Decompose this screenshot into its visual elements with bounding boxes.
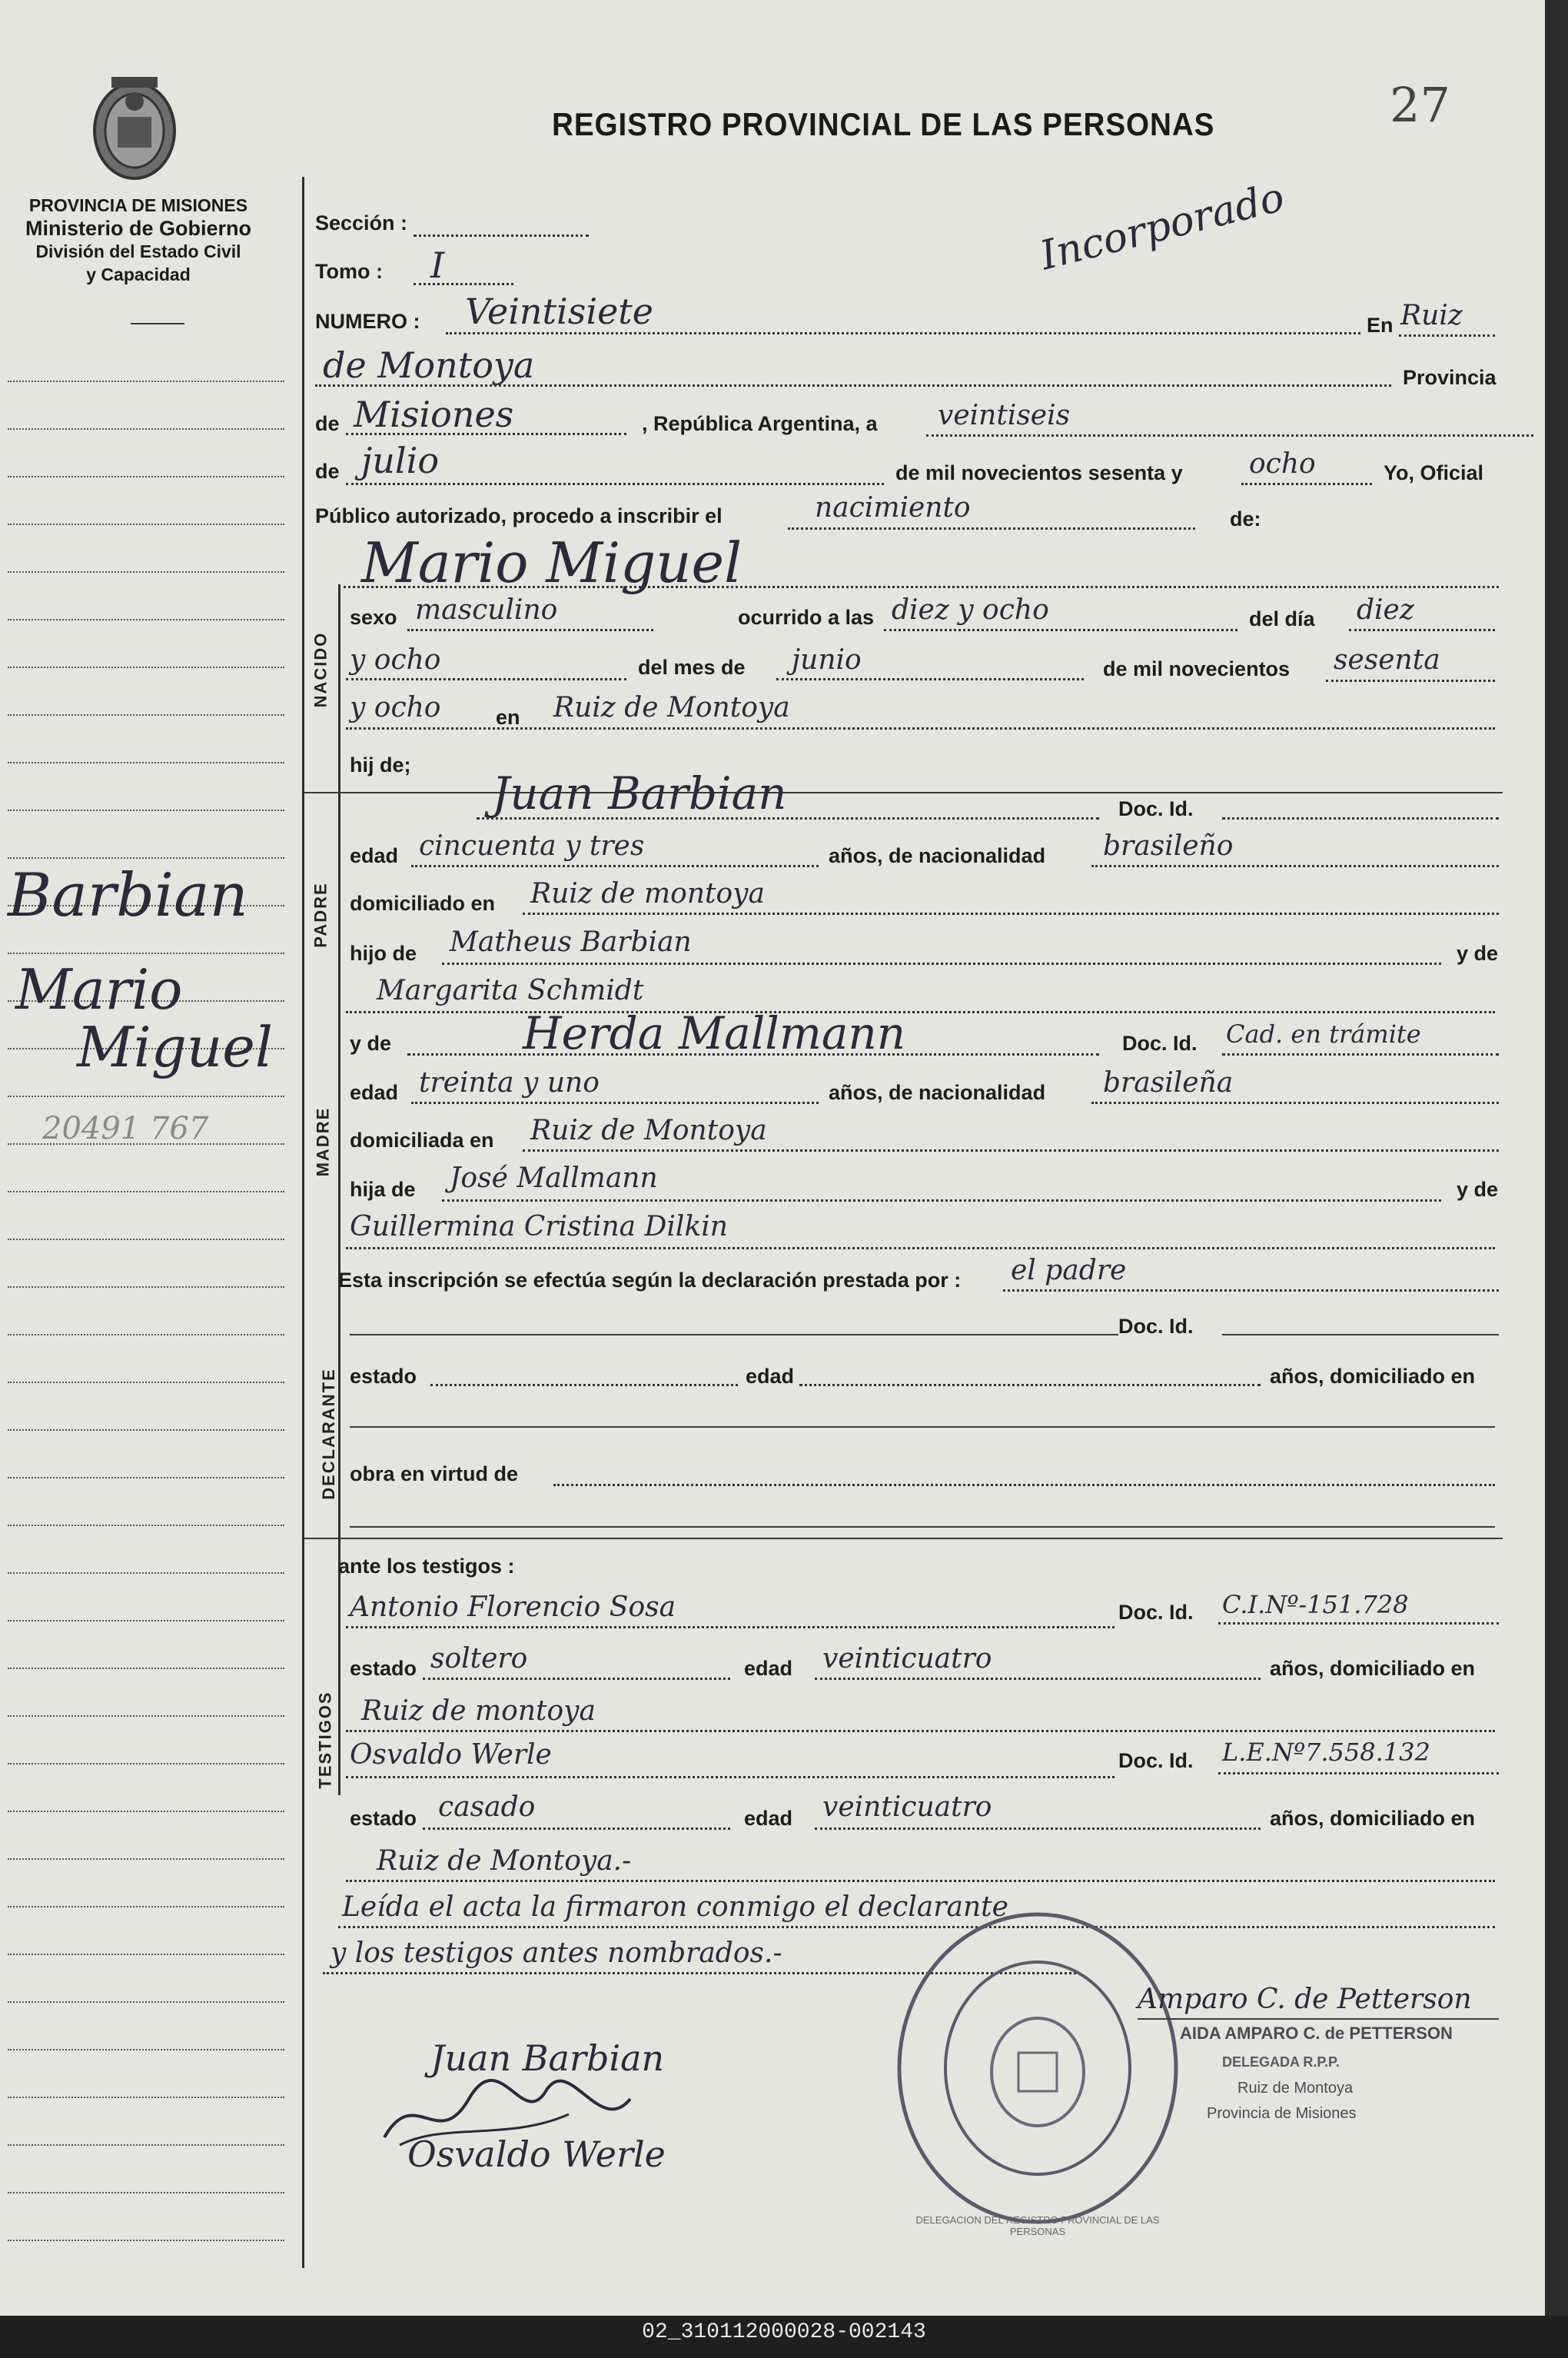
label-estado-t2: estado bbox=[350, 1807, 417, 1830]
abuela-p-line bbox=[346, 1011, 1495, 1013]
edad-t1-line bbox=[815, 1678, 1261, 1680]
margin-rule bbox=[8, 381, 284, 382]
margin-given-2: Miguel bbox=[77, 1015, 273, 1079]
label-del-mes: del mes de bbox=[638, 656, 746, 679]
margin-surname: Barbian bbox=[8, 861, 248, 930]
value-testigo2-edad: veinticuatro bbox=[822, 1791, 992, 1823]
hora-line bbox=[884, 629, 1237, 631]
ano-line bbox=[1241, 483, 1372, 485]
value-en-1: Ruiz bbox=[1400, 300, 1463, 331]
margin-rule bbox=[8, 476, 284, 477]
label-hijo-de: hij de; bbox=[350, 753, 411, 777]
value-madre: Herda Mallmann bbox=[523, 1007, 906, 1059]
label-edad-decl: edad bbox=[746, 1365, 795, 1388]
margin-rule bbox=[8, 953, 284, 954]
declarante-line bbox=[1003, 1289, 1499, 1292]
value-testigo1-dom: Ruiz de montoya bbox=[361, 1695, 596, 1727]
value-declarante: el padre bbox=[1011, 1255, 1127, 1286]
label-obra: obra en virtud de bbox=[350, 1462, 519, 1485]
label-hija-de: hija de bbox=[350, 1178, 416, 1201]
margin-rule bbox=[8, 762, 284, 763]
value-tomo: I bbox=[430, 244, 445, 286]
value-testigo1-estado: soltero bbox=[430, 1643, 528, 1675]
mes-nac-line bbox=[776, 678, 1084, 680]
nac-padre-line bbox=[1091, 865, 1499, 867]
margin-rule bbox=[8, 1525, 284, 1526]
value-testigo1-doc: C.I.Nº-151.728 bbox=[1222, 1590, 1409, 1619]
label-anos-t2: años, domiciliado en bbox=[1270, 1807, 1476, 1830]
value-testigo2-doc: L.E.Nº7.558.132 bbox=[1222, 1738, 1430, 1767]
section-testigos: TESTIGOS bbox=[315, 1691, 335, 1789]
label-anos-decl: años, domiciliado en bbox=[1270, 1365, 1476, 1388]
value-acto: nacimiento bbox=[815, 492, 971, 524]
value-testigo1-edad: veinticuatro bbox=[822, 1643, 992, 1675]
header-left-block bbox=[0, 194, 292, 286]
seccion-line bbox=[414, 234, 589, 237]
label-en-lugar: en bbox=[496, 706, 520, 729]
nacido-section-rule bbox=[304, 792, 1503, 793]
margin-rule bbox=[8, 1715, 284, 1717]
coat-of-arms-icon bbox=[81, 71, 188, 186]
label-yo-oficial: Yo, Oficial bbox=[1384, 461, 1484, 484]
margin-rule bbox=[8, 1620, 284, 1621]
label-nac-padre: años, de nacionalidad bbox=[829, 844, 1046, 867]
fecha-line bbox=[926, 434, 1533, 437]
testigo2-line bbox=[346, 1776, 1115, 1778]
value-padre-dom: Ruiz de montoya bbox=[530, 878, 765, 910]
edad-decl-line bbox=[799, 1384, 1261, 1386]
label-en: En bbox=[1367, 314, 1394, 337]
abuelo-m-line bbox=[442, 1199, 1441, 1202]
label-provincia: Provincia bbox=[1403, 366, 1497, 389]
value-testigo2: Osvaldo Werle bbox=[350, 1739, 552, 1771]
margin-rule bbox=[8, 1429, 284, 1431]
page-title: REGISTRO PROVINCIAL DE LAS PERSONAS bbox=[552, 106, 1215, 142]
official-signature: Amparo C. de Petterson bbox=[1138, 1984, 1472, 2015]
value-padre-edad: cincuenta y tres bbox=[419, 830, 645, 862]
doc-padre-line bbox=[1222, 817, 1499, 820]
margin-rule bbox=[8, 571, 284, 573]
value-madre-doc: Cad. en trámite bbox=[1226, 1019, 1421, 1049]
label-y-de-madre: y de bbox=[350, 1032, 392, 1055]
value-numero: Veintisiete bbox=[465, 291, 654, 332]
label-estado-t1: estado bbox=[350, 1657, 417, 1680]
signature-3: Osvaldo Werle bbox=[407, 2134, 666, 2175]
estado-decl-line bbox=[430, 1384, 738, 1386]
madre-line bbox=[407, 1053, 1099, 1056]
label-declaracion: Esta inscripción se efectúa según la declaración prestada por : bbox=[338, 1269, 962, 1292]
margin-rule bbox=[8, 428, 284, 430]
margin-rule bbox=[8, 1191, 284, 1192]
ano-nac-line bbox=[1326, 680, 1495, 682]
value-mes-nac: junio bbox=[792, 644, 862, 676]
nac-madre-line bbox=[1091, 1102, 1499, 1104]
page-number: 27 bbox=[1390, 77, 1450, 133]
label-de-prov: de bbox=[315, 412, 340, 435]
declarante-doc-line bbox=[1222, 1334, 1499, 1335]
label-doc-padre: Doc. Id. bbox=[1118, 797, 1194, 820]
official-sig-line bbox=[1138, 2018, 1499, 2020]
abuelo-p-line bbox=[442, 963, 1441, 965]
label-y-de-p: y de bbox=[1457, 942, 1499, 965]
label-del-dia: del día bbox=[1249, 607, 1315, 630]
section-declarante: DECLARANTE bbox=[318, 1368, 338, 1500]
value-fecha-mes: julio bbox=[361, 440, 440, 481]
margin-rule bbox=[8, 1954, 284, 1955]
value-provincia: Misiones bbox=[354, 394, 514, 435]
frame-left-rule bbox=[302, 177, 304, 2268]
label-tomo: Tomo : bbox=[315, 260, 383, 283]
header-ministry: Ministerio de Gobierno bbox=[25, 217, 252, 240]
stamp-place: Ruiz de Montoya bbox=[1237, 2080, 1354, 2097]
dia2-line bbox=[346, 678, 626, 680]
nombre-line bbox=[338, 586, 1499, 588]
acto-line bbox=[788, 527, 1195, 530]
declarante-line-1 bbox=[350, 1334, 1118, 1335]
value-padre: Juan Barbian bbox=[492, 767, 787, 820]
en2-line bbox=[315, 384, 1391, 387]
label-de-mil-sesenta: de mil novecientos sesenta y bbox=[895, 461, 1183, 484]
label-de-mes: de bbox=[315, 460, 340, 483]
edad-t2-line bbox=[815, 1828, 1261, 1830]
padre-line bbox=[477, 817, 1099, 820]
margin-rule bbox=[8, 2001, 284, 2003]
dia-line bbox=[1349, 629, 1495, 631]
margin-rule bbox=[8, 1572, 284, 1574]
value-lugar-nac: Ruiz de Montoya bbox=[553, 692, 790, 723]
seal-text: DELEGACION DEL REGISTRO PROVINCIAL DE LAS PERSONAS bbox=[915, 2214, 1160, 2237]
dom-t1-line bbox=[346, 1730, 1495, 1732]
label-edad-madre: edad bbox=[350, 1081, 399, 1104]
margin-rule bbox=[8, 619, 284, 620]
margin-rule bbox=[8, 1858, 284, 1860]
mes-line bbox=[346, 483, 884, 485]
label-anos-t1: años, domiciliado en bbox=[1270, 1657, 1476, 1680]
label-ante-testigos: ante los testigos : bbox=[338, 1555, 515, 1578]
header-division: División del Estado Civil bbox=[35, 241, 241, 261]
label-de-colon: de: bbox=[1230, 507, 1261, 530]
testigo1-line bbox=[346, 1626, 1115, 1628]
value-madre-edad: treinta y uno bbox=[419, 1067, 600, 1099]
dom-t2-line bbox=[346, 1880, 1495, 1882]
margin-rule bbox=[8, 1239, 284, 1240]
margin-rule bbox=[8, 2192, 284, 2193]
estado-t2-line bbox=[423, 1828, 730, 1830]
margin-rule bbox=[8, 1477, 284, 1478]
frame-inner-rule bbox=[338, 584, 341, 1795]
label-y-de-m: y de bbox=[1457, 1178, 1499, 1201]
label-estado-decl: estado bbox=[350, 1365, 417, 1388]
value-cierre-1: Leída el acta la firmaron conmigo el declarante bbox=[342, 1891, 1008, 1923]
margin-rule bbox=[8, 1763, 284, 1764]
margin-rule bbox=[8, 2240, 284, 2241]
label-doc-t1: Doc. Id. bbox=[1118, 1601, 1194, 1624]
label-nac-madre: años, de nacionalidad bbox=[829, 1081, 1046, 1104]
label-hijo-de-2: hijo de bbox=[350, 942, 417, 965]
section-madre: MADRE bbox=[313, 1106, 333, 1177]
label-ocurrido: ocurrido a las bbox=[738, 606, 875, 629]
value-testigo2-dom: Ruiz de Montoya.- bbox=[377, 1845, 632, 1877]
stamp-role: DELEGADA R.P.P. bbox=[1222, 2054, 1340, 2070]
value-madre-nac: brasileña bbox=[1103, 1067, 1234, 1099]
image-id-caption: 02_310112000028-002143 bbox=[642, 2320, 926, 2344]
margin-rule bbox=[8, 857, 284, 859]
stamp-province: Provincia de Misiones bbox=[1207, 2105, 1357, 2122]
declarante-section-rule bbox=[304, 1538, 1503, 1539]
header-province: PROVINCIA DE MISIONES bbox=[28, 195, 248, 215]
label-republica: , República Argentina, a bbox=[642, 412, 878, 435]
label-de-mil: de mil novecientos bbox=[1103, 657, 1291, 680]
label-dom-padre: domiciliado en bbox=[350, 892, 496, 915]
label-edad-t1: edad bbox=[744, 1657, 793, 1680]
label-seccion: Sección : bbox=[315, 211, 408, 234]
value-abuela-m: Guillermina Cristina Dilkin bbox=[350, 1211, 728, 1242]
numero-line bbox=[446, 332, 1360, 334]
section-padre: PADRE bbox=[311, 882, 331, 948]
label-sexo: sexo bbox=[350, 606, 397, 629]
margin-rule bbox=[8, 2097, 284, 2098]
value-testigo1: Antonio Florencio Sosa bbox=[350, 1591, 676, 1623]
margin-rule bbox=[8, 524, 284, 525]
sexo-line bbox=[407, 629, 653, 631]
official-seal bbox=[892, 1907, 1184, 2230]
label-numero: NUMERO : bbox=[315, 310, 420, 333]
value-abuela-p: Margarita Schmidt bbox=[377, 975, 644, 1006]
value-nombre: Mario Miguel bbox=[361, 530, 742, 595]
value-abuelo-p: Matheus Barbian bbox=[450, 926, 692, 958]
value-dia-2: y ocho bbox=[350, 644, 441, 676]
margin-given-1: Mario bbox=[15, 957, 183, 1022]
margin-rule bbox=[8, 2144, 284, 2146]
margin-rule bbox=[8, 1382, 284, 1383]
doc-t2-line bbox=[1218, 1772, 1499, 1774]
value-hora: diez y ocho bbox=[892, 594, 1049, 626]
tomo-line bbox=[414, 283, 513, 285]
estado-t1-line bbox=[423, 1678, 730, 1680]
value-ano-nac-2: y ocho bbox=[350, 692, 441, 723]
label-edad-padre: edad bbox=[350, 844, 399, 867]
obra-line bbox=[553, 1484, 1495, 1486]
margin-rule bbox=[8, 810, 284, 811]
value-ano-nac-1: sesenta bbox=[1334, 644, 1440, 676]
label-dom-madre: domiciliada en bbox=[350, 1129, 494, 1152]
lugar-line bbox=[346, 727, 1495, 730]
margin-rule bbox=[8, 1096, 284, 1097]
margin-rule bbox=[8, 2049, 284, 2050]
margin-rule bbox=[8, 1334, 284, 1335]
value-testigo2-estado: casado bbox=[438, 1791, 536, 1823]
signature-1: Juan Barbian bbox=[430, 2037, 665, 2079]
doc-t1-line bbox=[1218, 1622, 1499, 1625]
margin-rule bbox=[8, 714, 284, 716]
margin-rule bbox=[8, 667, 284, 668]
value-padre-nac: brasileño bbox=[1103, 830, 1234, 862]
value-fecha-dia: veintiseis bbox=[938, 400, 1071, 431]
stamp-name: AIDA AMPARO C. de PETTERSON bbox=[1180, 2024, 1453, 2043]
header-capacity: y Capacidad bbox=[86, 264, 191, 284]
abuela-m-line bbox=[346, 1247, 1495, 1249]
header-left-rule bbox=[131, 323, 184, 324]
margin-rule bbox=[8, 1811, 284, 1812]
value-madre-dom: Ruiz de Montoya bbox=[530, 1115, 767, 1146]
prov-line bbox=[346, 433, 626, 435]
annotation-incorporado: Incorporado bbox=[1035, 174, 1289, 280]
value-sexo: masculino bbox=[415, 594, 558, 626]
value-ano: ocho bbox=[1249, 448, 1316, 480]
label-edad-t2: edad bbox=[744, 1807, 793, 1830]
dom-padre-line bbox=[523, 913, 1499, 915]
label-doc-declarante: Doc. Id. bbox=[1118, 1315, 1194, 1338]
value-abuelo-m: José Mallmann bbox=[450, 1162, 658, 1194]
value-cierre-2: y los testigos antes nombrados.- bbox=[331, 1937, 782, 1969]
margin-code: 20491 767 bbox=[42, 1111, 209, 1146]
edad-padre-line bbox=[411, 865, 819, 867]
label-doc-t2: Doc. Id. bbox=[1118, 1749, 1194, 1772]
en-line bbox=[1399, 334, 1495, 337]
label-publico: Público autorizado, procedo a inscribir el bbox=[315, 504, 723, 527]
margin-rule bbox=[8, 1906, 284, 1907]
margin-rule bbox=[8, 1286, 284, 1288]
dom-madre-line bbox=[523, 1149, 1499, 1152]
declarante-line-2 bbox=[350, 1426, 1495, 1428]
doc-madre-line bbox=[1222, 1053, 1499, 1056]
margin-rule bbox=[8, 1668, 284, 1669]
declarante-line-3 bbox=[350, 1526, 1495, 1528]
section-nacido: NACIDO bbox=[311, 631, 331, 708]
edad-madre-line bbox=[411, 1102, 819, 1104]
value-en-2: de Montoya bbox=[323, 344, 535, 386]
value-dia-1: diez bbox=[1357, 594, 1414, 626]
label-doc-madre: Doc. Id. bbox=[1122, 1032, 1198, 1055]
